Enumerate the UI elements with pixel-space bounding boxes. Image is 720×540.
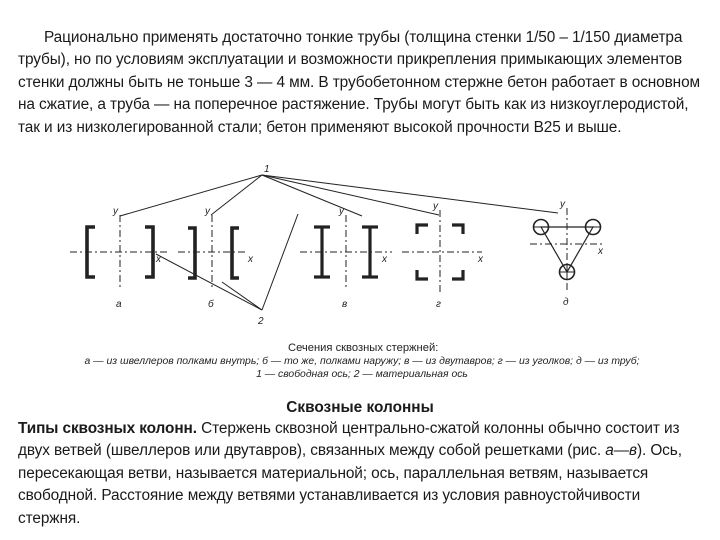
- leader-line: [262, 214, 298, 310]
- axis-label-x: x: [478, 254, 483, 265]
- subfigure-label-a: а: [116, 299, 122, 310]
- figure-caption-text: а — из швеллеров полками внутрь; б — то же, полками наружу; в — из двутавров; г — из уголков; д — из труб; 1 — свободная ось; 2 — материальная ось: [84, 356, 640, 380]
- leader-line: [120, 175, 262, 216]
- axis-label-y: y: [433, 201, 438, 212]
- axis-label-y: y: [560, 199, 565, 210]
- axis-label-x: x: [598, 246, 603, 257]
- leader-line: [222, 282, 262, 310]
- subfigure-label-d: д: [563, 297, 569, 308]
- leader-label-1: 1: [264, 164, 270, 175]
- subfigure-label-b: б: [208, 299, 214, 310]
- axis-label-y: y: [339, 206, 344, 217]
- paragraph-text: ). Ось, пересекающая ветви, называется материальной; ось, параллельная ветвям, называется свободной. Расстояние между ветвями устанавливается из условия равноустойчивости стержня.: [18, 442, 682, 527]
- axis-label-x: x: [382, 254, 387, 265]
- body-paragraph: [18, 418, 702, 530]
- axis-label-x: x: [156, 254, 161, 265]
- section-heading: Сквозные колонны: [286, 399, 434, 416]
- axis-label-y: y: [205, 206, 210, 217]
- sections-figure: [0, 155, 720, 397]
- axis-label-y: y: [113, 206, 118, 217]
- intro-paragraph: Рационально применять достаточно тонкие трубы (толщина стенки 1/50 – 1/150 диаметра трубы), но по условиям эксплуатации и возможности прикрепления примыкающих элементов стенки должны быть не тоньше 3 — 4 мм. В трубобетонном стержне бетон работает в основном на сжатие, а труба — на поперечное растяжение. Трубы могут быть как из низкоуглеродистой, так и из низколегированной стали; бетон применяют высокой прочности В25 и выше.: [18, 29, 701, 136]
- paragraph-lead: Типы сквозных колонн.: [18, 420, 197, 437]
- figure-reference: а—в: [605, 442, 637, 460]
- leader-line: [262, 175, 558, 213]
- leader-line: [262, 175, 439, 215]
- leader-line: [211, 175, 262, 215]
- subfigure-label-v: в: [342, 299, 348, 310]
- figure-caption-title: Сечения сквозных стержней:: [288, 342, 439, 354]
- leader-label-2: 2: [258, 316, 264, 327]
- subfigure-label-g: г: [436, 299, 441, 310]
- axis-label-x: x: [248, 254, 253, 265]
- paragraph-text: Стержень сквозной центрально-сжатой колонны обычно состоит из двух ветвей (швеллеров или двутавров), связанных между собой решетками (рис.: [18, 420, 680, 460]
